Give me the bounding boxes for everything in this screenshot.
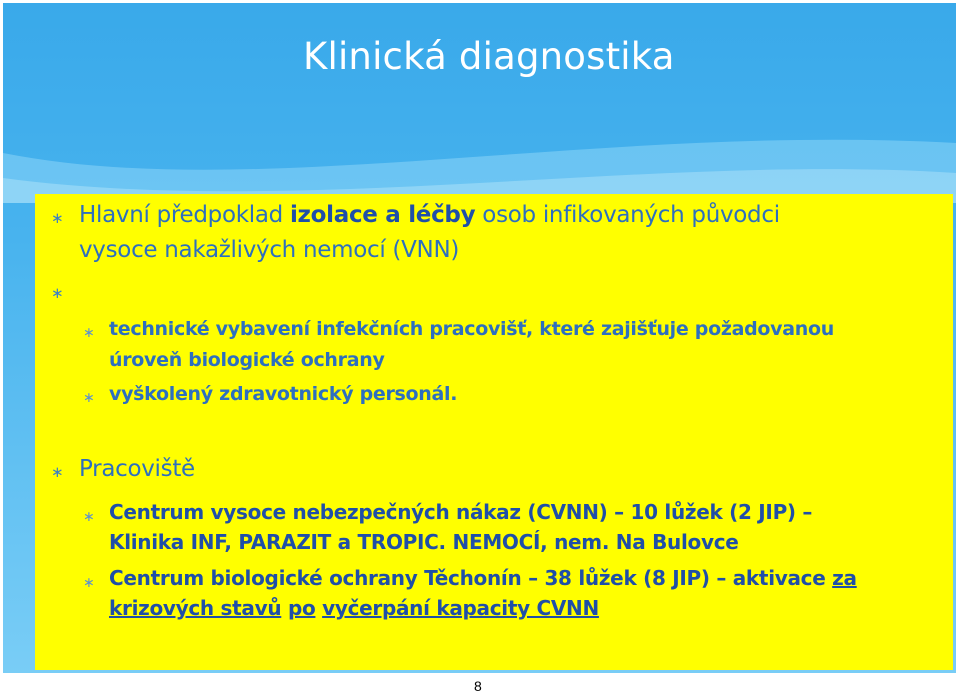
text-bold: izolace a léčby: [289, 202, 476, 228]
bullet-text: Pracoviště: [79, 456, 195, 482]
text-span: Hlavní předpoklad: [79, 202, 290, 228]
bullet-icon: ∗: [51, 464, 64, 481]
bullet-text-line2: vysoce nakažlivých nemocí (VNN): [79, 237, 460, 263]
text-span: osob infikovaných původci: [475, 202, 780, 228]
bullet-text: [79, 202, 780, 228]
slide-title: Klinická diagnostika: [303, 35, 675, 78]
sub-bullet-icon: ∗: [83, 574, 95, 590]
bullet-icon: ∗: [51, 285, 64, 302]
text-underlined: za: [832, 566, 857, 590]
sub-bullet-text: [109, 566, 857, 590]
sub-bullet-icon: ∗: [83, 324, 95, 340]
text-span: Centrum biologické ochrany Těchonín – 38 lůžek (8 JIP) – aktivace: [109, 566, 833, 590]
sub-bullet-text-line2: [109, 596, 599, 620]
sub-bullet-icon: ∗: [83, 508, 95, 524]
text-underlined: po: [287, 596, 316, 620]
bullet-icon: ∗: [51, 210, 64, 227]
text-span: [281, 596, 288, 620]
sub-bullet-text: Centrum vysoce nebezpečných nákaz (CVNN) – 10 lůžek (2 JIP) –: [109, 500, 813, 524]
sub-bullet-icon: ∗: [83, 389, 95, 405]
content-box: [35, 194, 953, 670]
sub-bullet-text: technické vybavení infekčních pracovišť, které zajišťuje požadovanou: [109, 318, 834, 340]
page-number: 8: [474, 678, 482, 694]
sub-bullet-text-line2: úroveň biologické ochrany: [109, 349, 385, 371]
text-underlined: vyčerpání kapacity CVNN: [322, 596, 599, 620]
sub-bullet-text: vyškolený zdravotnický personál.: [109, 383, 458, 405]
sub-bullet-text-line2: Klinika INF, PARAZIT a TROPIC. NEMOCÍ, nem. Na Bulovce: [109, 530, 739, 554]
text-underlined: krizových stavů: [109, 596, 282, 620]
